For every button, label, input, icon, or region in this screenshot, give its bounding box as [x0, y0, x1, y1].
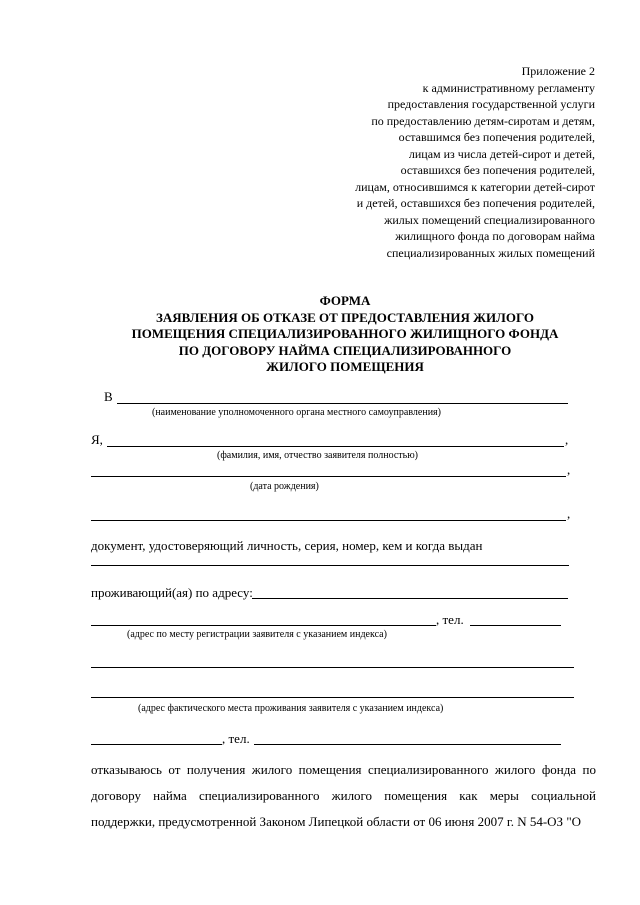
title-line: ЗАЯВЛЕНИЯ ОБ ОТКАЗЕ ОТ ПРЕДОСТАВЛЕНИЯ ЖИЛОГО [155, 309, 535, 325]
form-title [100, 293, 590, 376]
appendix-line: оставшихся без попечения родителей, [400, 163, 595, 177]
title-line: ФОРМА [319, 293, 371, 308]
comma: , [567, 462, 571, 477]
appendix-line: оставшимся без попечения родителей, [398, 130, 595, 144]
document-label: документ, удостоверяющий личность, серия, номер, кем и когда выдан [91, 538, 483, 553]
contact-field[interactable] [91, 744, 222, 745]
phone-label: , тел. [222, 731, 250, 746]
birth-date-hint: (дата рождения) [250, 481, 319, 492]
appendix-line: предоставления государственной услуги [387, 97, 595, 111]
actual-address-hint: (адрес фактического места проживания заявителя с указанием индекса) [138, 703, 444, 714]
appendix-line: к административному регламенту [422, 80, 595, 95]
i-prefix: Я, [91, 432, 103, 447]
appendix-header [265, 63, 595, 261]
comma: , [567, 506, 571, 521]
title-line: ПО ДОГОВОРУ НАЙМА СПЕЦИАЛИЗИРОВАННОГО [178, 342, 512, 358]
appendix-line: по предоставлению детям-сиротам и детям, [371, 113, 595, 128]
residing-label: проживающий(ая) по адресу: [91, 585, 253, 600]
authority-field[interactable] [117, 403, 568, 404]
appendix-line: лицам, относившимся к категории детей-сирот [355, 179, 595, 194]
to-prefix: В [104, 389, 113, 404]
appendix-line: лицам из числа детей-сирот и детей, [408, 146, 595, 161]
full-name-field[interactable] [107, 446, 564, 447]
residing-address-field[interactable] [252, 598, 568, 599]
birth-date-field[interactable] [91, 476, 566, 477]
registration-address-hint: (адрес по месту регистрации заявителя с указанием индекса) [127, 629, 387, 640]
appendix-line: жилищного фонда по договорам найма [395, 229, 595, 243]
document-field[interactable] [91, 565, 569, 566]
title-line: ЖИЛОГО ПОМЕЩЕНИЯ [266, 359, 424, 374]
title-line: ПОМЕЩЕНИЯ СПЕЦИАЛИЗИРОВАННОГО ЖИЛИЩНОГО ФОНДА [131, 326, 559, 341]
appendix-line: специализированных жилых помещений [386, 245, 595, 260]
appendix-line: и детей, оставшихся без попечения родителей, [356, 196, 595, 210]
extra-field[interactable] [91, 520, 566, 521]
comma: , [565, 432, 569, 447]
registration-address-field[interactable] [91, 625, 436, 626]
phone-field[interactable] [254, 744, 561, 745]
actual-address-field[interactable] [91, 667, 574, 668]
full-name-hint: (фамилия, имя, отчество заявителя полностью) [217, 450, 419, 461]
appendix-line: Приложение 2 [521, 64, 595, 78]
actual-address-field[interactable] [91, 697, 574, 698]
authority-hint: (наименование уполномоченного органа местного самоуправления) [152, 407, 441, 418]
phone-label: , тел. [436, 612, 464, 627]
declaration-text: отказываюсь от получения жилого помещения специализированного жилого фонда по договору найма специализированного жилого помещения как меры социальной поддержки, предусмотренной Законом Липецкой области от 06 июня 2007 г. N 54-ОЗ "О [91, 762, 596, 829]
appendix-line: жилых помещений специализированного [384, 212, 595, 227]
phone-field[interactable] [470, 625, 561, 626]
